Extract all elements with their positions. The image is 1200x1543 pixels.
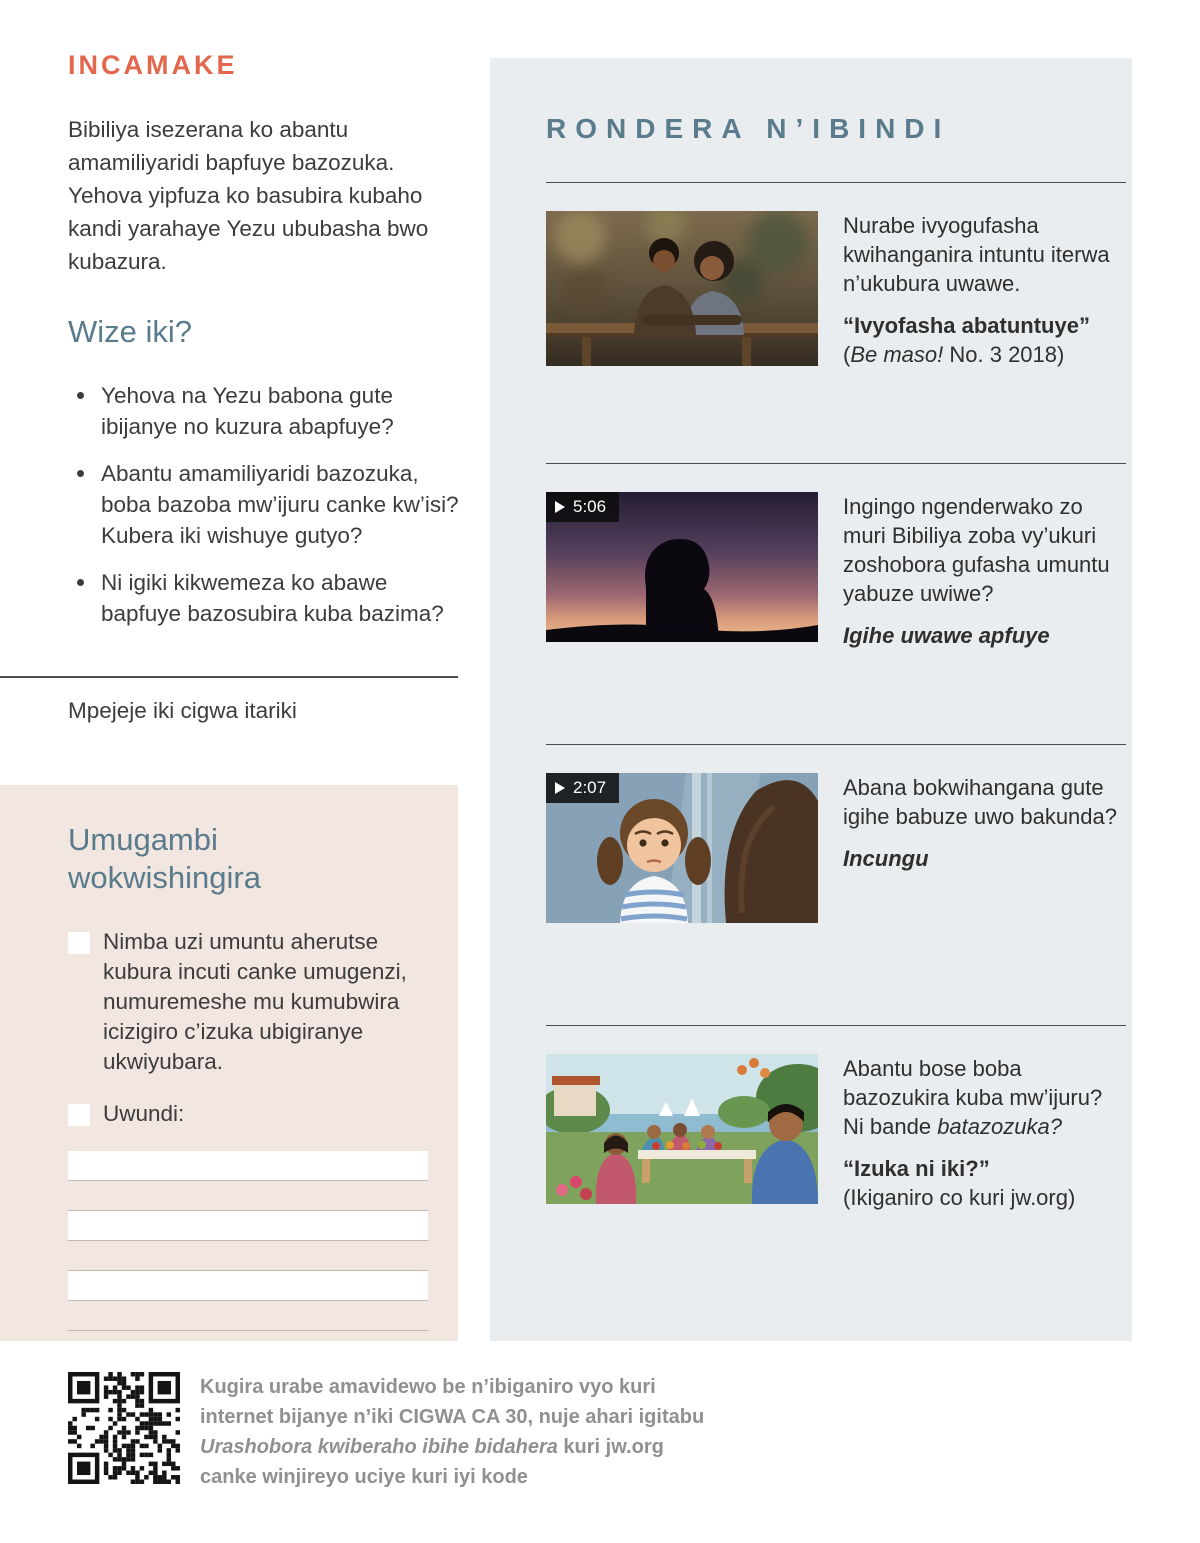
media-item [546, 464, 1126, 744]
goal-item [68, 927, 428, 1077]
media-reference [843, 311, 1126, 369]
video-duration-badge [546, 492, 619, 522]
find-more-panel [490, 58, 1132, 1341]
write-line[interactable] [68, 1271, 428, 1301]
media-item [546, 745, 1126, 1025]
list-item [68, 458, 460, 551]
media-description [843, 1054, 1126, 1306]
write-lines [68, 1151, 428, 1331]
divider [0, 676, 458, 678]
media-item [546, 1026, 1126, 1306]
learned-title: Wize iki? [68, 314, 193, 349]
media-ref-title[interactable]: “Ivyofasha abatuntuye” [843, 313, 1090, 338]
media-ref-title[interactable]: “Izuka ni iki?” [843, 1156, 990, 1181]
media-reference [843, 1154, 1126, 1212]
media-description [843, 211, 1126, 463]
summary-text: Bibiliya isezerana ko abantu amamiliyaridi bapfuye bazozuka. Yehova yipfuza ko basubira kubaho kandi yarahaye Yezu ububasha bwo kubazura. [68, 117, 429, 274]
write-line[interactable] [68, 1151, 428, 1181]
goal-box [0, 785, 458, 1341]
date-line: Mpejeje iki cigwa itariki [68, 698, 297, 723]
checkbox[interactable] [68, 932, 90, 954]
summary-column [68, 50, 460, 645]
play-icon [555, 501, 565, 513]
list-item [68, 380, 460, 442]
learned-list [68, 380, 460, 629]
checkbox[interactable] [68, 1104, 90, 1126]
qr-code [68, 1372, 180, 1484]
goal-title: Umugambi wokwishingira [68, 822, 261, 895]
goal-item-text: Uwundi: [103, 1101, 185, 1126]
write-line[interactable] [68, 1301, 428, 1331]
find-more-title: RONDERA N’IBINDI [546, 113, 951, 144]
media-item [546, 183, 1126, 463]
bullet-text: Abantu amamiliyaridi bazozuka, boba bazoba mw’ijuru canke kw’isi? Kubera iki wishuye gutyo? [101, 461, 459, 548]
thumbnail-animated-girl-video[interactable] [546, 773, 818, 1025]
thumbnail-paradise-painting[interactable] [546, 1054, 818, 1306]
bullet-text: Ni igiki kikwemeza ko abawe bapfuye bazosubira kuba bazima? [101, 570, 444, 626]
write-line[interactable] [68, 1241, 428, 1271]
media-ref-title[interactable]: Incungu [843, 846, 929, 871]
video-duration: 2:07 [573, 778, 607, 797]
write-line[interactable] [68, 1211, 428, 1241]
thumbnail-silhouette-sunset-video[interactable] [546, 492, 818, 744]
bullet-text: Yehova na Yezu babona gute ibijanye no kuzura abapfuye? [101, 383, 394, 439]
media-blurb: Abana bokwihangana gute igihe babuze uwo bakunda? [843, 775, 1118, 829]
video-duration: 5:06 [573, 497, 607, 516]
thumbnail-grieving-couple-photo[interactable] [546, 211, 818, 463]
goal-item [68, 1099, 428, 1129]
write-line[interactable] [68, 1181, 428, 1211]
video-duration-badge [546, 773, 619, 803]
media-blurb: Abantu bose boba bazozukira kuba mw’ijuru? Ni bande batazozuka? [843, 1056, 1103, 1139]
footer [68, 1372, 705, 1492]
media-ref-title[interactable]: Igihe uwawe apfuye [843, 623, 1050, 648]
summary-title: INCAMAKE [68, 50, 238, 80]
media-ref-source: (Ikiganiro co kuri jw.org) [843, 1185, 1076, 1210]
media-ref-source: (Be maso! No. 3 2018) [843, 342, 1065, 367]
media-blurb: Ingingo ngenderwako zo muri Bibiliya zoba vy’ukuri zoshobora gufasha umuntu yabuze uwiwe? [843, 494, 1110, 606]
media-description [843, 492, 1126, 744]
media-description [843, 773, 1126, 1025]
media-blurb: Nurabe ivyogufasha kwihanganira intuntu iterwa n’ukubura uwawe. [843, 213, 1110, 296]
list-item [68, 567, 460, 629]
footer-text: Kugira urabe amavidewo be n’ibiganiro vyo kuri internet bijanye n’iki CIGWA CA 30, nuje ahari igitabu Urashobora kwiberaho ibihe bidahera kuri jw.org canke winjireyo uciye kuri iyi kode [200, 1376, 705, 1488]
play-icon [555, 782, 565, 794]
goal-item-text: Nimba uzi umuntu aherutse kubura incuti canke umugenzi, numuremeshe mu kumubwira icizigiro c’izuka ubigiranye ukwiyubara. [103, 929, 407, 1074]
